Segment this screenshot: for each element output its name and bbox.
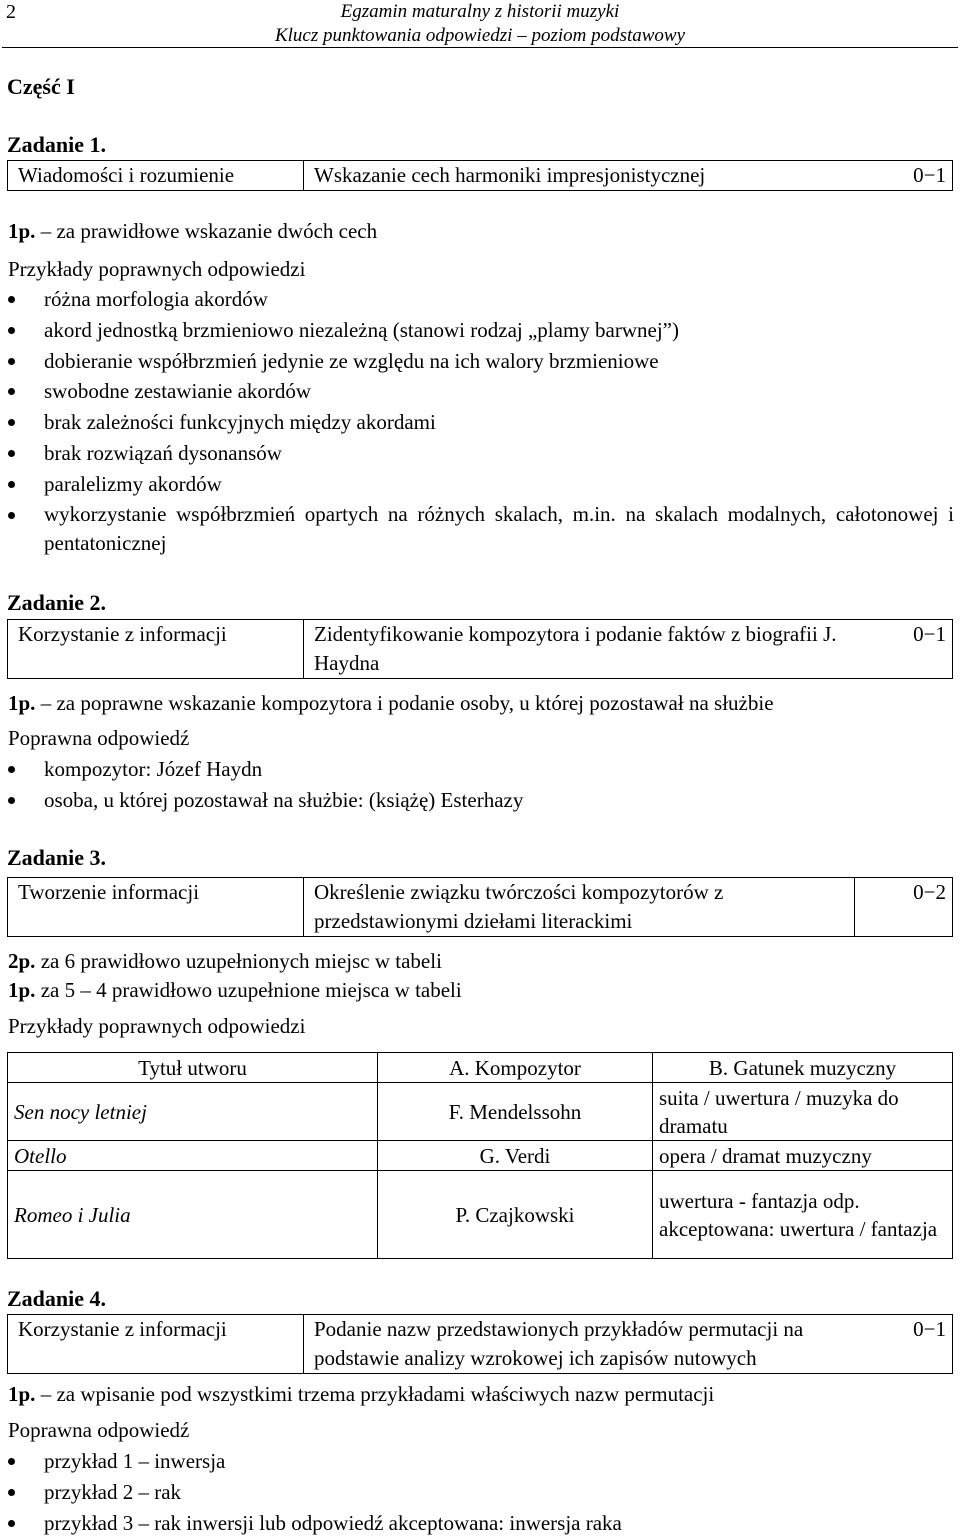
task4-score-text: – za wpisanie pod wszystkimi trzema przykładami właściwych nazw permutacji bbox=[35, 1382, 715, 1406]
bullet-icon bbox=[8, 419, 15, 426]
list-item bbox=[0, 1508, 960, 1538]
task2-score-text: – za poprawne wskazanie kompozytora i podanie osoby, u której pozostawał na służbie bbox=[35, 691, 774, 715]
task4-header-table bbox=[7, 1314, 953, 1374]
task1-points: 0−1 bbox=[864, 161, 953, 191]
list-item bbox=[0, 407, 960, 438]
list-item-text: dobieranie współbrzmień jedynie ze względu na ich walory brzmieniowe bbox=[44, 348, 659, 373]
list-item-text: kompozytor: Józef Haydn bbox=[44, 757, 263, 781]
task3-score2-text: za 6 prawidłowo uzupełnionych miejsc w tabeli bbox=[35, 949, 442, 973]
task2-points: 0−1 bbox=[864, 620, 953, 679]
task4-answer-label: Poprawna odpowiedź bbox=[8, 1418, 190, 1442]
list-item bbox=[0, 754, 960, 785]
bullet-icon bbox=[8, 797, 15, 804]
bullet-icon bbox=[8, 358, 15, 365]
task3-examples-label: Przykłady poprawnych odpowiedzi bbox=[8, 1014, 306, 1038]
task1-answer-list bbox=[0, 284, 960, 562]
task3-requirement: Określenie związku twórczości kompozytorów z przedstawionymi dziełami literackimi bbox=[304, 878, 855, 937]
task3-score1-text: za 5 – 4 prawidłowo uzupełnione miejsca w tabeli bbox=[35, 978, 462, 1002]
task3-score1 bbox=[8, 975, 952, 1005]
works-cell-genre: suita / uwertura / muzyka do dramatu bbox=[653, 1083, 953, 1141]
bullet-icon bbox=[8, 1520, 15, 1527]
list-item-text: swobodne zestawianie akordów bbox=[44, 379, 312, 404]
task1-title: Zadanie 1. bbox=[7, 132, 107, 157]
task3-title: Zadanie 3. bbox=[7, 845, 107, 870]
task2-answer-label: Poprawna odpowiedź bbox=[8, 726, 190, 750]
list-item-text: przykład 2 – rak bbox=[44, 1479, 182, 1504]
task1-score-text: – za prawidłowe wskazanie dwóch cech bbox=[35, 219, 378, 243]
list-item bbox=[0, 1477, 960, 1508]
task2-title: Zadanie 2. bbox=[7, 590, 107, 615]
task3-score1-label: 1p. bbox=[8, 978, 36, 1002]
task2-answer-list bbox=[0, 754, 960, 816]
works-cell-title: Otello bbox=[8, 1141, 378, 1171]
task4-requirement: Podanie nazw przedstawionych przykładów permutacji na podstawie analizy wzrokowej ich zapisów nutowych bbox=[304, 1315, 885, 1374]
works-header-composer: A. Kompozytor bbox=[378, 1053, 653, 1083]
task2-score-label: 1p. bbox=[8, 691, 36, 715]
list-item bbox=[0, 346, 960, 377]
task3-header-table bbox=[7, 877, 953, 937]
list-item bbox=[0, 785, 960, 816]
bullet-icon bbox=[8, 327, 15, 334]
works-header-title: Tytuł utworu bbox=[8, 1053, 378, 1083]
task3-score2-label: 2p. bbox=[8, 949, 36, 973]
task1-header-table bbox=[7, 160, 953, 191]
list-item bbox=[0, 284, 960, 315]
bullet-icon bbox=[8, 1458, 15, 1465]
list-item-text: brak rozwiązań dysonansów bbox=[44, 440, 282, 465]
list-item bbox=[0, 438, 960, 469]
list-item-text: przykład 3 – rak inwersji lub odpowiedź akceptowana: inwersja raka bbox=[44, 1510, 622, 1535]
task2-header-table bbox=[7, 619, 953, 679]
list-item-text: osoba, u której pozostawał na służbie: (książę) Esterhazy bbox=[44, 787, 524, 812]
task4-area: Korzystanie z informacji bbox=[8, 1315, 304, 1374]
header-rule bbox=[2, 47, 958, 48]
list-item-text: przykład 1 – inwersja bbox=[44, 1449, 226, 1473]
list-item-text: akord jednostką brzmieniowo niezależną (stanowi rodzaj „plamy barwnej”) bbox=[44, 317, 679, 342]
running-header-line2: Klucz punktowania odpowiedzi – poziom podstawowy bbox=[274, 25, 686, 46]
works-cell-composer: P. Czajkowski bbox=[378, 1171, 653, 1259]
works-cell-composer: F. Mendelssohn bbox=[378, 1083, 653, 1141]
task4-score-label: 1p. bbox=[8, 1382, 36, 1406]
task4-answer-list bbox=[0, 1446, 960, 1538]
list-item-text: różna morfologia akordów bbox=[44, 287, 268, 311]
task1-requirement: Wskazanie cech harmoniki impresjonistycznej bbox=[304, 161, 865, 191]
bullet-icon bbox=[8, 1489, 15, 1496]
works-table bbox=[7, 1052, 953, 1259]
list-item bbox=[0, 376, 960, 407]
bullet-icon bbox=[8, 450, 15, 457]
task1-score-label: 1p. bbox=[8, 219, 36, 243]
task1-examples-label: Przykłady poprawnych odpowiedzi bbox=[8, 257, 306, 281]
works-cell-title: Sen nocy letniej bbox=[8, 1083, 378, 1141]
part-title: Część I bbox=[7, 74, 75, 99]
task4-points: 0−1 bbox=[884, 1315, 953, 1374]
page-number: 2 bbox=[6, 1, 16, 23]
bullet-icon bbox=[8, 481, 15, 488]
running-header-line1: Egzamin maturalny z historii muzyki bbox=[340, 1, 620, 22]
bullet-icon bbox=[8, 512, 15, 519]
task4-title: Zadanie 4. bbox=[7, 1286, 107, 1311]
task2-requirement: Zidentyfikowanie kompozytora i podanie faktów z biografii J. Haydna bbox=[304, 620, 865, 679]
task3-area: Tworzenie informacji bbox=[8, 878, 304, 937]
task1-score bbox=[8, 216, 952, 246]
list-item-text: brak zależności funkcyjnych między akordami bbox=[44, 410, 436, 435]
works-cell-title: Romeo i Julia bbox=[8, 1171, 378, 1259]
works-cell-genre: uwertura - fantazja odp. akceptowana: uwertura / fantazja bbox=[653, 1171, 953, 1259]
list-item bbox=[0, 469, 960, 500]
list-item bbox=[0, 315, 960, 346]
works-cell-composer: G. Verdi bbox=[378, 1141, 653, 1171]
list-item bbox=[0, 1446, 960, 1477]
task3-score2 bbox=[8, 946, 952, 976]
bullet-icon bbox=[8, 296, 15, 303]
works-header-genre: B. Gatunek muzyczny bbox=[653, 1053, 953, 1083]
list-item bbox=[0, 500, 960, 562]
task3-points: 0−2 bbox=[855, 878, 953, 937]
task1-area: Wiadomości i rozumienie bbox=[8, 161, 304, 191]
running-header bbox=[0, 0, 960, 48]
works-cell-genre: opera / dramat muzyczny bbox=[653, 1141, 953, 1171]
task4-score bbox=[8, 1379, 952, 1409]
bullet-icon bbox=[8, 388, 15, 395]
task2-score bbox=[8, 688, 952, 718]
list-item-text: paralelizmy akordów bbox=[44, 471, 222, 496]
bullet-icon bbox=[8, 766, 15, 773]
list-item-text: wykorzystanie współbrzmień opartych na różnych skalach, m.in. na skalach modalnych, całotonowej i pentatonicznej bbox=[44, 501, 954, 555]
task2-area: Korzystanie z informacji bbox=[8, 620, 304, 679]
